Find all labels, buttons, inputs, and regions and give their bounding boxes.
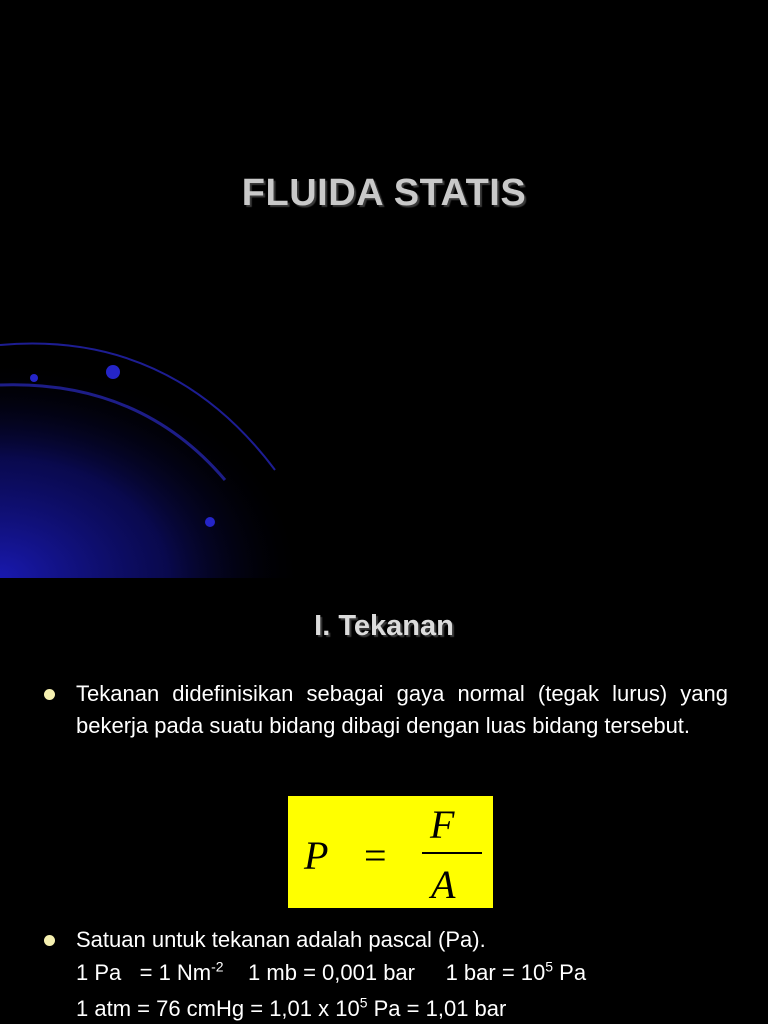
slide-title: FLUIDA STATIS — [241, 172, 527, 214]
bullet-text: Satuan untuk tekanan adalah pascal (Pa). — [76, 927, 486, 952]
content-slide — [0, 578, 768, 1024]
formula-lhs: P — [304, 833, 329, 878]
unit-pa: 1 Pa — [76, 960, 122, 985]
unit-nm: = 1 Nm — [139, 960, 212, 985]
formula-numerator: F — [430, 802, 455, 847]
units-line-1 — [76, 960, 586, 986]
formula-denominator: A — [431, 862, 456, 907]
unit-bar-pa: Pa — [553, 960, 587, 985]
unit-bar-exponent: 5 — [545, 958, 554, 975]
units-line-2 — [76, 996, 506, 1022]
bullet-dot-icon — [44, 689, 55, 700]
section-heading: I. Tekanan — [314, 610, 454, 642]
bullet-dot-icon — [44, 935, 55, 946]
unit-bar: 1 bar = 10 — [445, 960, 546, 985]
unit-atm-rhs: Pa = 1,01 bar — [367, 996, 507, 1021]
unit-atm: 1 atm = 76 cmHg = 1,01 x 10 — [76, 996, 360, 1021]
unit-nm-exponent: -2 — [211, 958, 224, 975]
bullet-text: Tekanan didefinisikan sebagai gaya normal (tegak lurus) yang bekerja pada suatu bidang dibagi dengan luas bidang tersebut. — [76, 681, 728, 738]
formula-equals: = — [364, 833, 387, 878]
unit-atm-exponent: 5 — [359, 994, 368, 1011]
pressure-formula — [288, 796, 493, 908]
unit-mb: 1 mb = 0,001 bar — [248, 960, 415, 985]
